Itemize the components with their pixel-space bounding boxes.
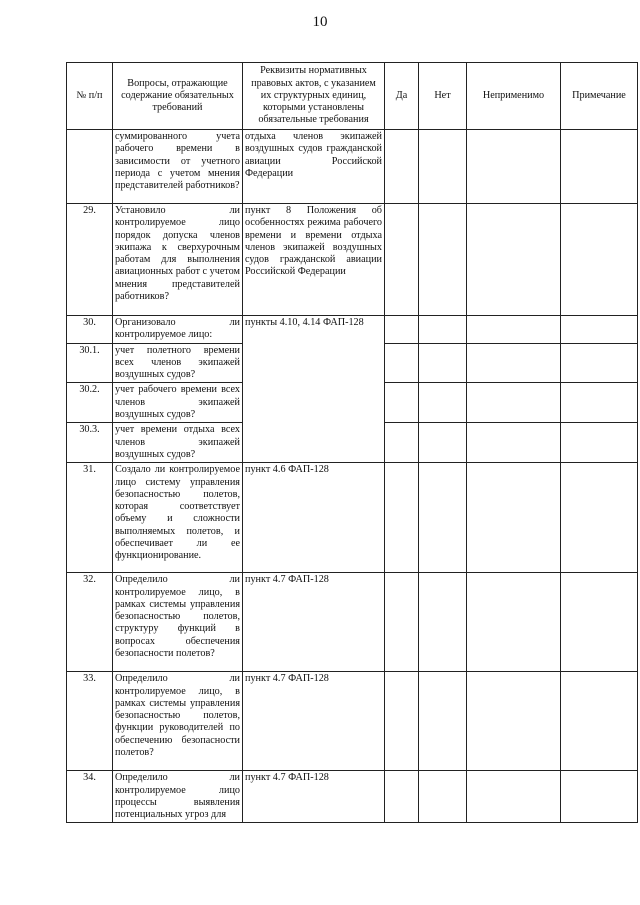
row-requisites: пункты 4.10, 4.14 ФАП-128 (243, 316, 385, 463)
header-note: Примечание (561, 63, 638, 130)
table-row (67, 204, 638, 316)
row-question: Определило ли контролируемое лицо, в рамках системы управления безопасностью полетов, функции руководителей по обеспечению безопасности полетов? (113, 672, 243, 771)
table-row (67, 130, 638, 204)
header-question: Вопросы, отражающие содержание обязательных требований (113, 63, 243, 130)
note-cell[interactable] (561, 316, 638, 344)
answer-not-applicable-cell[interactable] (467, 383, 561, 423)
answer-no-cell[interactable] (419, 343, 467, 383)
answer-no-cell[interactable] (419, 383, 467, 423)
row-number: 30.3. (67, 423, 113, 463)
answer-yes-cell[interactable] (385, 316, 419, 344)
row-number (67, 130, 113, 204)
note-cell[interactable] (561, 423, 638, 463)
answer-not-applicable-cell[interactable] (467, 204, 561, 316)
answer-yes-cell[interactable] (385, 463, 419, 573)
answer-not-applicable-cell[interactable] (467, 463, 561, 573)
row-number: 33. (67, 672, 113, 771)
row-number: 30.2. (67, 383, 113, 423)
row-question: Определило ли контролируемое лицо, в рамках системы управления безопасностью полетов, структуру функций в вопросах обеспечения безопасности полетов? (113, 573, 243, 672)
row-requisites: пункт 4.7 ФАП-128 (243, 672, 385, 771)
table-row (67, 573, 638, 672)
row-requisites: отдыха членов экипажей воздушных судов гражданской авиации Российской Федерации (243, 130, 385, 204)
row-number: 30. (67, 316, 113, 344)
row-number: 31. (67, 463, 113, 573)
answer-yes-cell[interactable] (385, 423, 419, 463)
answer-no-cell[interactable] (419, 316, 467, 344)
row-question: Создало ли контролируемое лицо систему управления безопасностью полетов, которая соответствует объему и сложности выполняемых полетов, и обеспечивает ли ее функционирование. (113, 463, 243, 573)
answer-no-cell[interactable] (419, 463, 467, 573)
row-number: 29. (67, 204, 113, 316)
row-requisites: пункт 4.7 ФАП-128 (243, 771, 385, 823)
answer-yes-cell[interactable] (385, 383, 419, 423)
answer-yes-cell[interactable] (385, 573, 419, 672)
row-question: учет рабочего времени всех членов экипажей воздушных судов? (113, 383, 243, 423)
answer-yes-cell[interactable] (385, 672, 419, 771)
answer-no-cell[interactable] (419, 573, 467, 672)
table-row (67, 771, 638, 823)
answer-not-applicable-cell[interactable] (467, 316, 561, 344)
table-row (67, 672, 638, 771)
header-row (67, 63, 638, 130)
answer-not-applicable-cell[interactable] (467, 573, 561, 672)
header-not-applicable: Неприменимо (467, 63, 561, 130)
note-cell[interactable] (561, 343, 638, 383)
row-question: Определило ли контролируемое лицо процессы выявления потенциальных угроз для (113, 771, 243, 823)
answer-yes-cell[interactable] (385, 343, 419, 383)
row-number: 34. (67, 771, 113, 823)
note-cell[interactable] (561, 463, 638, 573)
page-number: 10 (312, 14, 328, 30)
row-question: учет полетного времени всех членов экипажей воздушных судов? (113, 343, 243, 383)
row-question: Установило ли контролируемое лицо порядок допуска членов экипажа к сверхурочным работам для выполнения авиационных работ с учетом мнения представителей работников? (113, 204, 243, 316)
answer-not-applicable-cell[interactable] (467, 771, 561, 823)
answer-no-cell[interactable] (419, 771, 467, 823)
answer-not-applicable-cell[interactable] (467, 130, 561, 204)
answer-yes-cell[interactable] (385, 204, 419, 316)
row-question: Организовало ли контролируемое лицо: (113, 316, 243, 344)
answer-no-cell[interactable] (419, 423, 467, 463)
answer-no-cell[interactable] (419, 672, 467, 771)
answer-yes-cell[interactable] (385, 771, 419, 823)
table-row (67, 316, 638, 344)
note-cell[interactable] (561, 383, 638, 423)
row-number: 32. (67, 573, 113, 672)
answer-not-applicable-cell[interactable] (467, 423, 561, 463)
row-question: суммированного учета рабочего времени в зависимости от учетного периода с учетом мнения представителей работников? (113, 130, 243, 204)
answer-not-applicable-cell[interactable] (467, 672, 561, 771)
header-no: Нет (419, 63, 467, 130)
note-cell[interactable] (561, 573, 638, 672)
answer-not-applicable-cell[interactable] (467, 343, 561, 383)
table-row (67, 463, 638, 573)
answer-no-cell[interactable] (419, 130, 467, 204)
note-cell[interactable] (561, 672, 638, 771)
answer-yes-cell[interactable] (385, 130, 419, 204)
row-question: учет времени отдыха всех членов экипажей воздушных судов? (113, 423, 243, 463)
answer-no-cell[interactable] (419, 204, 467, 316)
note-cell[interactable] (561, 130, 638, 204)
checklist-table (66, 62, 638, 823)
row-requisites: пункт 8 Положения об особенностях режима рабочего времени и времени отдыха членов экипажей воздушных судов гражданской авиации Российской Федерации (243, 204, 385, 316)
header-yes: Да (385, 63, 419, 130)
header-num: № п/п (67, 63, 113, 130)
header-requisites: Реквизиты нормативных правовых актов, с указанием их структурных единиц, которыми установлены обязательные требования (243, 63, 385, 130)
row-requisites: пункт 4.6 ФАП-128 (243, 463, 385, 573)
note-cell[interactable] (561, 771, 638, 823)
note-cell[interactable] (561, 204, 638, 316)
row-requisites: пункт 4.7 ФАП-128 (243, 573, 385, 672)
row-number: 30.1. (67, 343, 113, 383)
